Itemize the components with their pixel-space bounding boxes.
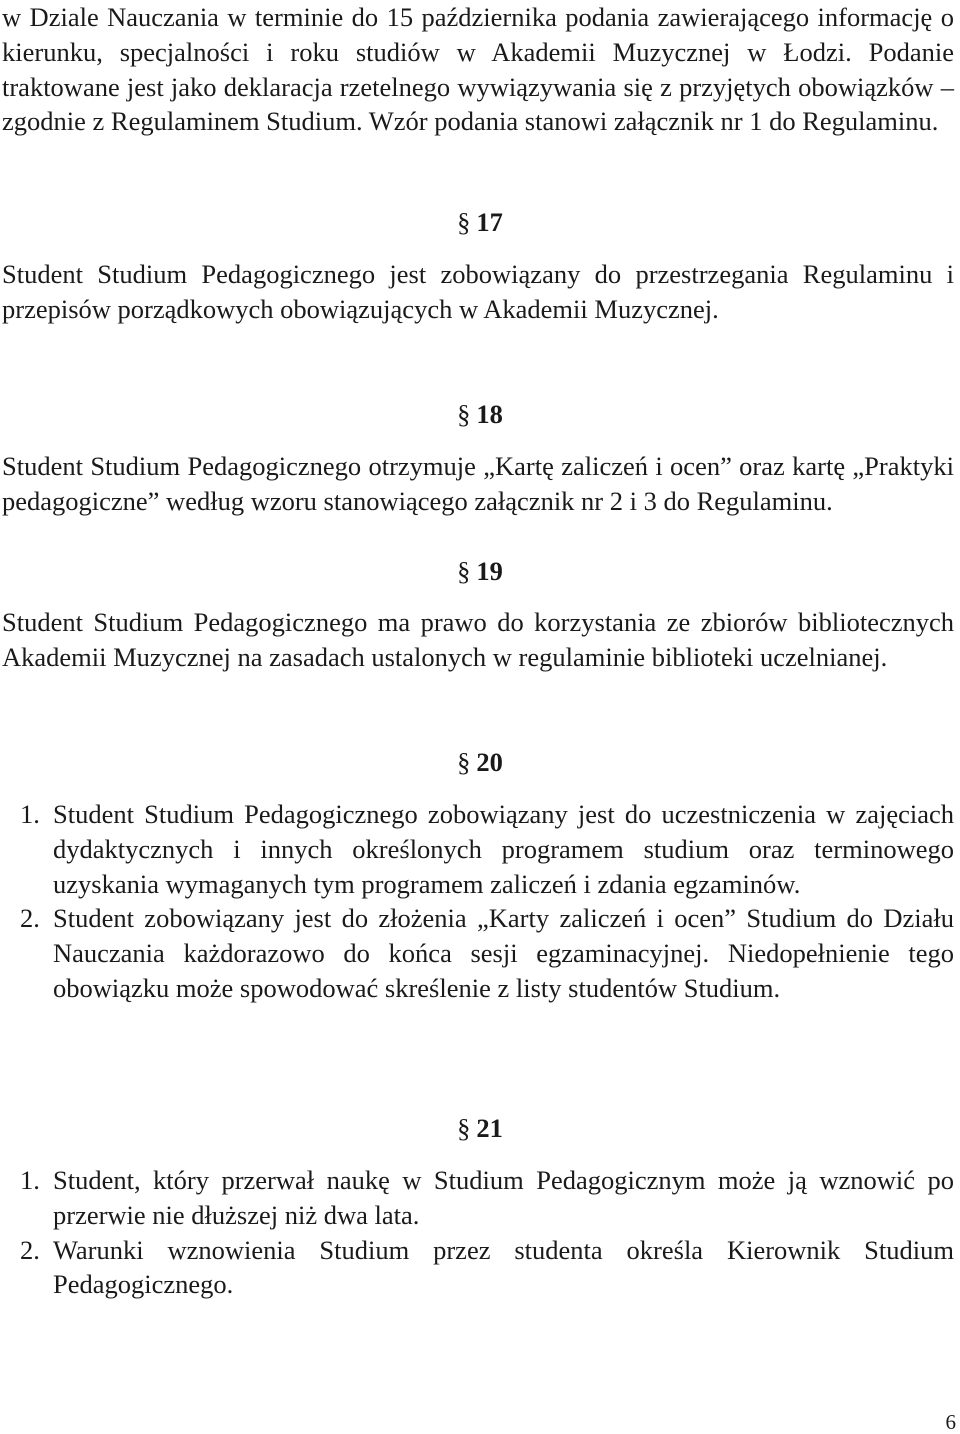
section-number: 19	[476, 556, 503, 586]
section-20-list	[2, 797, 954, 1006]
intro-paragraph: w Dziale Nauczania w terminie do 15 października podania zawierającego informację o kierunku, specjalności i roku studiów w Akademii Muzycznej w Łodzi. Podanie traktowane jest jako deklaracja rzetelnego wywiązywania się z przyjętych obowiązków – zgodnie z Regulaminem Studium. Wzór podania stanowi załącznik nr 1 do Regulaminu.	[2, 2, 954, 137]
list-item-number: 1.	[20, 799, 40, 829]
section-18-paragraph: Student Studium Pedagogicznego otrzymuje „Kartę zaliczeń i ocen” oraz kartę „Praktyki pedagogiczne” według wzoru stanowiącego załącznik nr 2 i 3 do Regulaminu.	[2, 451, 954, 516]
list-item-number: 1.	[20, 1165, 40, 1195]
list-item	[2, 797, 954, 901]
list-item	[2, 1163, 954, 1233]
list-item	[2, 901, 954, 1005]
list-item-number: 2.	[20, 903, 40, 934]
list-item-number: 2.	[20, 1234, 40, 1265]
list-item-text: Student Studium Pedagogicznego zobowiązany jest do uczestniczenia w zajęciach dydaktycznych i innych określonych programem studium oraz terminowego uzyskania wymaganych tym programem zaliczeń i zdania egzaminów.	[53, 799, 954, 899]
section-number: 21	[476, 1113, 503, 1143]
section-19-heading	[0, 554, 960, 588]
section-19-paragraph: Student Studium Pedagogicznego ma prawo do korzystania ze zbiorów bibliotecznych Akademii Muzycznej na zasadach ustalonych w regulaminie biblioteki uczelnianej.	[2, 607, 954, 672]
list-item-text: Student zobowiązany jest do złożenia „Karty zaliczeń i ocen” Studium do Działu Nauczania każdorazowo do końca sesji egzaminacyjnej. Niedopełnienie tego obowiązku może spowodować skreślenie z listy studentów Studium.	[53, 903, 954, 1003]
section-21-heading	[0, 1111, 960, 1145]
section-20-heading	[0, 745, 960, 779]
section-18-heading	[0, 397, 960, 431]
page-number: 6	[945, 1410, 956, 1434]
section-number: 18	[476, 399, 503, 429]
list-item-text: Warunki wznowienia Studium przez studenta określa Kierownik Studium Pedagogicznego.	[53, 1234, 954, 1300]
section-17-paragraph: Student Studium Pedagogicznego jest zobowiązany do przestrzegania Regulaminu i przepisów porządkowych obowiązujących w Akademii Muzycznej.	[2, 259, 954, 324]
section-symbol: §	[457, 747, 471, 777]
section-21-list	[2, 1163, 954, 1302]
section-symbol: §	[457, 207, 471, 237]
list-item-text: Student, który przerwał naukę w Studium Pedagogicznym może ją wznowić po przerwie nie dłuższej niż dwa lata.	[53, 1165, 954, 1230]
section-symbol: §	[457, 1113, 471, 1143]
list-item	[2, 1233, 954, 1303]
section-17-heading	[0, 205, 960, 239]
section-number: 20	[476, 747, 503, 777]
section-symbol: §	[457, 399, 471, 429]
section-symbol: §	[457, 556, 471, 586]
section-number: 17	[476, 207, 503, 237]
